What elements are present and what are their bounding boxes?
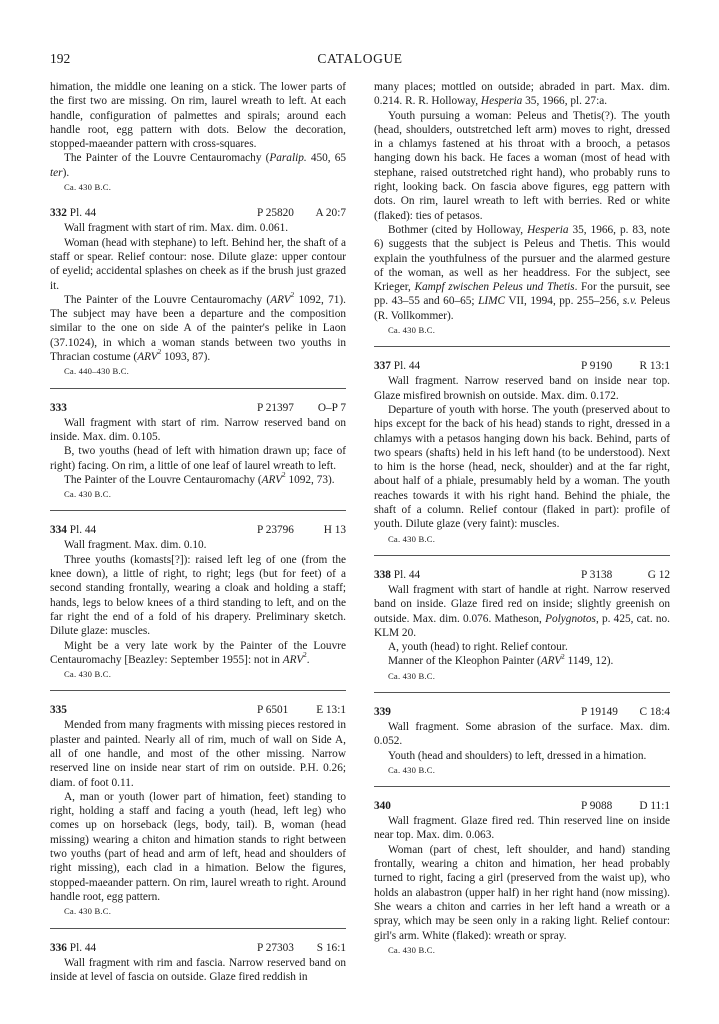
grid-location: C 18:4 bbox=[639, 705, 670, 718]
divider bbox=[374, 692, 670, 693]
entry-338-subject: A, youth (head) to right. Relief contour. bbox=[388, 641, 568, 654]
entry-333-subject: B, two youths (head of left with himation drawn up; face of right) facing. On rim, a little of one leaf of laurel wreath to left. bbox=[50, 445, 346, 472]
entry-332-description: Wall fragment with start of rim. Max. dim. 0.061. bbox=[64, 222, 289, 235]
entry-333-header bbox=[50, 401, 346, 416]
plate-ref: Pl. 44 bbox=[69, 524, 97, 537]
grid-location: H 13 bbox=[323, 524, 346, 537]
left-column bbox=[50, 80, 346, 984]
entry-336-subject: Youth pursuing a woman: Peleus and Thetis(?). The youth (head, shoulders, outstretched left arm) moves to right, dressed in a chlamys fastened at his throat with a brooch, a petasos hanging down his back. He faces a woman (most of head with stephane, raised outstretched right hand), who probably runs to right, looking back. On fascia above figures, egg pattern with dots. On rim, laurel wreath to left with berries. Red or white (flaked): ties of petasos. bbox=[374, 109, 670, 222]
inventory-number: P 6501 bbox=[257, 704, 289, 717]
entry-332-attribution: The Painter of the Louvre Centauromachy (ARV$^2$ 1092, 71). The subject may have been a departure and the composition similar to the one on side A of the painter's pelike in Laon (37.1024), in which a woman stands between two youths in Thracian costume (ARV$^2$ 1093, 87). bbox=[50, 291, 347, 364]
entry-number: 333 bbox=[50, 401, 67, 414]
entry-336-header bbox=[50, 941, 346, 956]
entry-338-date: Ca. 430 B.C. bbox=[388, 670, 436, 681]
grid-location: S 16:1 bbox=[316, 941, 346, 954]
entry-339-date: Ca. 430 B.C. bbox=[388, 764, 436, 775]
entry-340-date: Ca. 430 B.C. bbox=[388, 944, 436, 955]
divider bbox=[50, 510, 346, 511]
plate-ref: Pl. 44 bbox=[393, 568, 421, 581]
entry-332-subject: Woman (head with stephane) to left. Behind her, the shaft of a staff or spear. Relief contour: nose. Dilute glaze: upper contour of eyelid; accidental splashes on cheek as if the brush just grazed it. bbox=[50, 236, 346, 292]
divider bbox=[50, 388, 346, 389]
entry-337-header bbox=[374, 359, 670, 374]
entry-336-description: Wall fragment with rim and fascia. Narrow reserved band on inside at level of fascia on outside. Glaze fired reddish in bbox=[50, 956, 346, 983]
entry-340-subject: Woman (part of chest, left shoulder, and hand) standing frontally, wearing a chiton and himation, her head probably turned to right, facing a girl (preserved from the waist up), who holds an alabastron (upper half) in her right hand (now missing). She wears a chiton and carries in her left hand a wreath or a spray, which may be seen only in a raking light. Relief contour: girl's arm. White (flaked): wreath or spray. bbox=[374, 843, 670, 942]
prev-entry-text: himation, the middle one leaning on a stick. The lower parts of the first two are missing. On rim, laurel wreath to left. At each handle, configuration of palmettes and spirals; around each handle root, egg pattern with dots. Below the decoration, stopped-maeander pattern with cross-squares. bbox=[50, 81, 346, 151]
inventory-number: P 25820 bbox=[257, 207, 294, 220]
entry-number: 338 bbox=[374, 568, 391, 581]
entry-333-date: Ca. 430 B.C. bbox=[64, 489, 112, 500]
entry-334-header bbox=[50, 523, 346, 538]
running-title: CATALOGUE bbox=[317, 51, 403, 66]
divider bbox=[374, 786, 670, 787]
prev-entry-date: Ca. 430 B.C. bbox=[64, 182, 112, 193]
plate-ref: Pl. 44 bbox=[69, 207, 97, 220]
entry-340-description: Wall fragment. Glaze fired red. Thin reserved line on inside near top. Max. dim. 0.063. bbox=[374, 815, 670, 842]
entry-338-header bbox=[374, 568, 670, 583]
entry-number: 337 bbox=[374, 360, 391, 373]
page-header bbox=[50, 52, 670, 70]
divider bbox=[374, 555, 670, 556]
prev-entry-attribution: The Painter of the Louvre Centauromachy (Paralip. 450, 65 ter). bbox=[50, 152, 346, 179]
grid-location: R 13:1 bbox=[639, 360, 670, 373]
entry-334-date: Ca. 430 B.C. bbox=[64, 669, 112, 680]
entry-335-header bbox=[50, 703, 346, 718]
entry-334-description: Wall fragment. Max. dim. 0.10. bbox=[64, 539, 207, 552]
right-column bbox=[374, 80, 670, 957]
inventory-number: P 3138 bbox=[581, 568, 613, 581]
inventory-number: P 27303 bbox=[257, 941, 294, 954]
entry-335-description: Mended from many fragments with missing pieces restored in plaster and painted. Nearly all of rim, much of wall on Side A, all of one handle, and most of the other missing. Narrow reserved line on inside near start of rim on outside. P.H. 0.26; diam. of foot 0.11. bbox=[50, 719, 346, 789]
inventory-number: P 19149 bbox=[581, 705, 618, 718]
entry-340-header bbox=[374, 799, 670, 814]
grid-location: E 13:1 bbox=[316, 704, 346, 717]
grid-location: G 12 bbox=[647, 568, 670, 581]
entry-334-subject: Three youths (komasts[?]): raised left leg of one (from the knee down), a little of right, to right; legs (but for feet) of a second standing frontally, wearing a cloak and holding a staff; hands, legs to below knees of a third standing to left, and on the far right the end of a fold of his drapery. Preliminary sketch. Dilute glaze: muscles. bbox=[50, 553, 346, 638]
entry-339-header bbox=[374, 705, 670, 720]
entry-335-subject: A, man or youth (lower part of himation, feet) standing to right, holding a staff and facing a youth (head, left leg) who comes up on horseback (legs, body, tail). B, woman (head missing) wearing a chiton and himation stands to right between two youths (part of head and arm of left, head and shoulders of right missing), each clad in a himation. Below the figures, stopped-maeander pattern. On rim, laurel wreath to right. Around handle root, egg pattern. bbox=[50, 790, 346, 903]
divider bbox=[50, 690, 346, 691]
entry-333-attribution: The Painter of the Louvre Centauromachy (ARV$^2$ 1092, 73). bbox=[64, 471, 335, 486]
inventory-number: P 23796 bbox=[257, 524, 294, 537]
divider bbox=[50, 928, 346, 929]
entry-333-description: Wall fragment with start of rim. Narrow reserved band on inside. Max. dim. 0.105. bbox=[50, 416, 346, 443]
entry-336-continued: many places; mottled on outside; abraded in part. Max. dim. 0.214. R. R. Holloway, Hesperia 35, 1966, pl. 27:a. bbox=[374, 81, 670, 108]
inventory-number: P 9190 bbox=[581, 360, 613, 373]
entry-339-subject: Youth (head and shoulders) to left, dressed in a himation. bbox=[388, 749, 647, 762]
entry-338-description: Wall fragment with start of handle at right. Narrow reserved band on inside. Glaze fired red on inside; slightly greenish on outside. Max. dim. 0.076. Matheson, Polygnotos, p. 425, cat. no. KLM 20. bbox=[374, 583, 670, 639]
inventory-number: P 21397 bbox=[257, 401, 294, 414]
entry-337-description: Wall fragment. Narrow reserved band on inside near top. Glaze misfired brownish on outside. Max. dim. 0.172. bbox=[374, 375, 670, 402]
entry-336-date: Ca. 430 B.C. bbox=[388, 325, 436, 336]
entry-336-discussion: Bothmer (cited by Holloway, Hesperia 35, 1966, p. 83, note 6) suggests that the subject is Peleus and Thetis. This would explain the youthfulness of the pursuer and the alarmed gesture of the woman, as well as her headdress. For the subject, see Krieger, Kampf zwischen Peleus und Thetis. For the pursuit, see pp. 43–55 and 60–65; LIMC VII, 1994, pp. 255–256, s.v. Peleus (R. Vollkommer). bbox=[374, 223, 670, 322]
divider bbox=[374, 346, 670, 347]
entry-339-description: Wall fragment. Some abrasion of the surface. Max. dim. 0.052. bbox=[374, 720, 670, 748]
entry-337-subject: Departure of youth with horse. The youth (preserved about to hips except for the back of his head) stands to right, dressed in a chlamys with a petasos hanging down his back. Behind, parts of two spears (shafts) held in his left hand (to be understood). Next to him is the horse (head, neck, shoulder) and at the far right, about half of a phiale, presumably held by a woman. The youth reaches towards it with his right hand. Behind the phiale, the shaft of a column. Relief contour (flaked in part): profile of youth. Dilute glaze (very faint): muscles. bbox=[374, 403, 670, 531]
entry-number: 336 bbox=[50, 941, 67, 954]
inventory-number: P 9088 bbox=[581, 800, 613, 813]
entry-332-date: Ca. 440–430 B.C. bbox=[64, 366, 130, 377]
grid-location: A 20:7 bbox=[315, 207, 346, 220]
page-number: 192 bbox=[50, 51, 71, 66]
plate-ref: Pl. 44 bbox=[69, 941, 97, 954]
entry-337-date: Ca. 430 B.C. bbox=[388, 533, 436, 544]
entry-number: 332 bbox=[50, 207, 67, 220]
entry-number: 335 bbox=[50, 704, 67, 717]
entry-number: 334 bbox=[50, 524, 67, 537]
plate-ref: Pl. 44 bbox=[393, 360, 421, 373]
entry-number: 339 bbox=[374, 705, 391, 718]
entry-number: 340 bbox=[374, 800, 391, 813]
entry-335-date: Ca. 430 B.C. bbox=[64, 906, 112, 917]
grid-location: O–P 7 bbox=[317, 401, 346, 414]
entry-334-attribution: Might be a very late work by the Painter of the Louvre Centauromachy [Beazley: September 1955]: not in ARV$^2$. bbox=[50, 639, 346, 666]
entry-332-header bbox=[50, 206, 346, 221]
entry-338-attribution: Manner of the Kleophon Painter (ARV$^2$ 1149, 12). bbox=[388, 652, 614, 668]
grid-location: D 11:1 bbox=[639, 800, 670, 813]
